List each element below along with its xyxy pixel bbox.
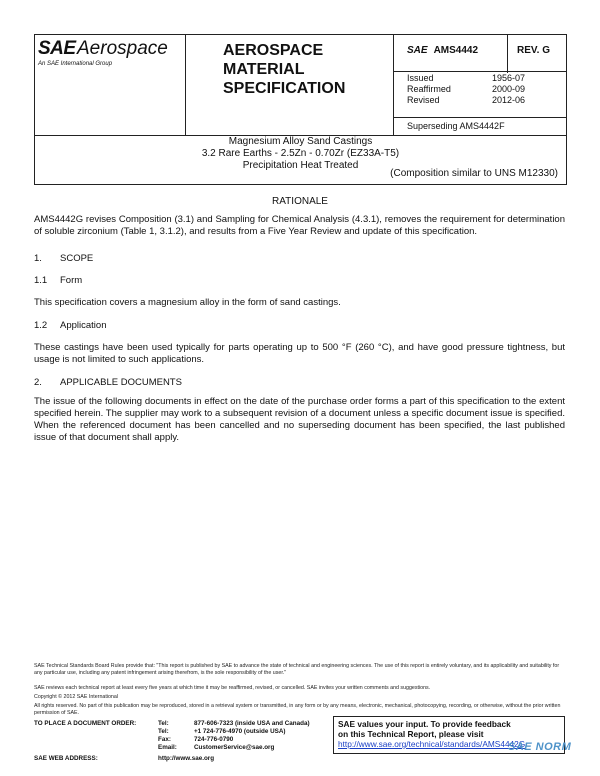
rationale-heading: RATIONALE [272, 196, 328, 207]
sae-logo: SAE [38, 38, 76, 59]
superseding-note: Superseding AMS4442F [407, 121, 505, 131]
header-table [34, 34, 567, 136]
composition-note: (Composition similar to UNS M12330) [390, 168, 558, 179]
review-notice: SAE reviews each technical report at least every five years at which time it may be reaffirmed, revised, or cancelled. SAE invites your written comments and suggestions. [34, 685, 431, 691]
sae-norm-watermark: SAE NORM [508, 741, 572, 753]
section-1-2-text: These castings have been used typically for parts operating up to 500 °F (260 °C), and have good pressure tightness, but usage is not limited to such applications. [34, 342, 565, 365]
document-number: SAE AMS4442 [407, 45, 479, 56]
rights-notice: All rights reserved. No part of this publication may be reproduced, stored in a retrieval system or transmitted, in any form or by any means, electronic, mechanical, photocopying, recording, or otherwise, without the prior written permission of SAE. [34, 703, 561, 716]
technical-standards-notice: SAE Technical Standards Board Rules provide that: "This report is published by SAE to advance the state of technical and engineering sciences. The use of this report is entirely voluntary, and its applicability and suitability for any particular use, including any patent infringement arising therefrom, is the sole responsibility of the user." [34, 663, 560, 676]
section-1-heading: 1. SCOPE [34, 253, 94, 264]
email-link[interactable]: CustomerService@sae.org [194, 744, 275, 751]
feedback-box: SAE values your input. To provide feedback on this Technical Report, please visit http://www.sae.org/technical/standards/AMS4442G [333, 716, 565, 754]
web-address-link[interactable]: http://www.sae.org [158, 755, 215, 762]
rationale-text: AMS4442G revises Composition (3.1) and Sampling for Chemical Analysis (4.3.1), removes the requirement for determination of soluble zirconium (Table 1, 3.1.2), and results from a Five Year Review and update of this specification. [34, 214, 565, 237]
logo-tagline: An SAE International Group [38, 61, 113, 67]
spec-title: AEROSPACE MATERIAL SPECIFICATION [223, 42, 346, 97]
copyright: Copyright © 2012 SAE International [34, 694, 118, 700]
title-line-3: Precipitation Heat Treated [242, 160, 359, 171]
section-1-1-text: This specification covers a magnesium alloy in the form of sand castings. [34, 297, 341, 308]
section-1-2-heading: 1.2 Application [34, 320, 107, 331]
document-dates: Issued 1956-07 Reaffirmed 2000-09 Revised 2012-06 [407, 73, 525, 105]
section-1-1-heading: 1.1 Form [34, 275, 83, 286]
feedback-link[interactable]: http://www.sae.org/technical/standards/AMS4442G [338, 739, 526, 749]
section-2-text: The issue of the following documents in effect on the date of the purchase order forms a part of this specification to the extent specified herein. The supplier may work to a subsequent revision of a document unless a specific document issue is specified. When the referenced document has been cancelled and no superseding document has been specified, the last published issue of that document shall apply. [34, 396, 565, 443]
title-block [34, 134, 567, 185]
title-line-1: Magnesium Alloy Sand Castings [228, 136, 373, 147]
aerospace-logo-text: Aerospace [77, 38, 168, 59]
section-2-heading: 2. APPLICABLE DOCUMENTS [34, 377, 182, 388]
sae-mark-icon: SAE [407, 45, 428, 56]
title-line-2: 3.2 Rare Earths - 2.5Zn - 0.70Zr (EZ33A-T5) [201, 148, 400, 159]
revision-label: REV. G [517, 45, 550, 56]
